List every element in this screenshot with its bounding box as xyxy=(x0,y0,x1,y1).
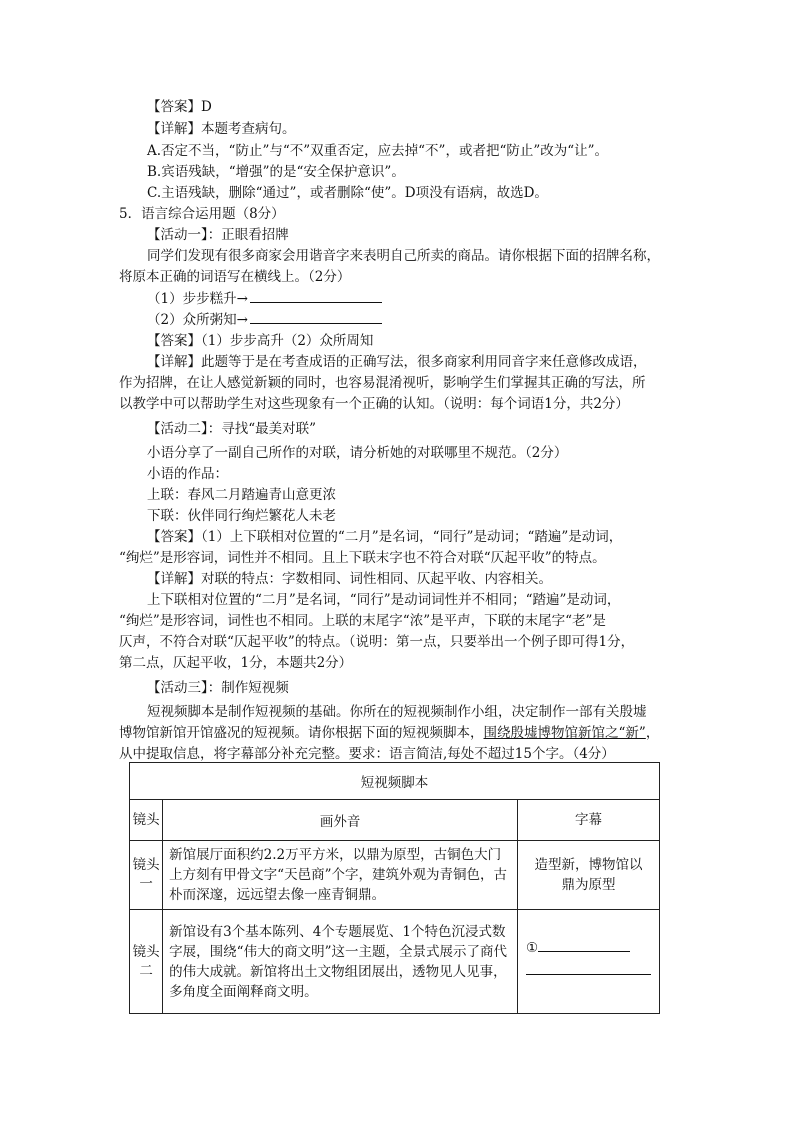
activity-2-prompt: 小语分享了一副自己所作的对联，请分析她的对联哪里不规范。（2分） xyxy=(147,445,568,461)
activity-2-answer: 【答案】（1）上下联相对位置的“二月”是名词，“同行”是动词；“踏遍”是动词， xyxy=(147,529,623,545)
row-1-subtitle: 造型新，博物馆以鼎为原型 xyxy=(518,841,660,910)
activity-1-explanation-cont-2: 以教学中可以帮助学生对这些现象有一个正确的认知。（说明：每个词语1分，共2分） xyxy=(119,396,629,412)
table-row xyxy=(130,910,660,1014)
item-2-answer-blank[interactable] xyxy=(250,311,382,324)
header-shot: 镜头 xyxy=(130,800,163,841)
lower-couplet: 下联：伙伴同行绚烂繁花人未老 xyxy=(147,508,336,524)
item-1-line xyxy=(147,290,382,308)
option-a-line: A.否定不当，“防止”与“不”双重否定，应去掉“不”，或者把“防止”改为“让”。 xyxy=(147,143,609,159)
question-5-heading: 5．语言综合运用题（8分） xyxy=(119,206,285,222)
row-2-subtitle-marker: ① xyxy=(526,940,539,956)
activity-3-heading: 【活动三】：制作短视频 xyxy=(147,680,289,696)
activity-3-requirement: 从中提取信息，将字幕部分补充完整。要求：语言简洁,每处不超过15个字。（4分） xyxy=(119,746,615,762)
item-2-line xyxy=(147,311,382,329)
activity-2-explanation-cont-3: 仄声，不符合对联“仄起平收”的特点。（说明：第一点，只要举出一个例子即可得1分， xyxy=(119,634,635,650)
answer-line: 【答案】D xyxy=(147,99,212,115)
activity-2-heading: 【活动二】：寻找“最美对联” xyxy=(147,421,317,437)
row-2-subtitle-cell xyxy=(518,910,660,1014)
option-b-line: B.宾语残缺，“增强”的是“安全保护意识”。 xyxy=(147,164,405,180)
header-voice: 画外音 xyxy=(163,800,518,841)
work-label: 小语的作品： xyxy=(147,466,228,482)
activity-2-explanation-cont-4: 第二点，仄起平收，1分，本题共2分） xyxy=(119,655,353,671)
activity-1-prompt: 同学们发现有很多商家会用谐音字来表明自己所卖的商品。请你根据下面的招牌名称， xyxy=(147,248,660,264)
activity-1-explanation-cont-1: 作为招牌，在让人感觉新颖的同时，也容易混淆视听，影响学生们掌握其正确的写法，所 xyxy=(119,375,646,391)
subtitle-answer-blank-2[interactable] xyxy=(526,960,651,975)
row-1-voice: 新馆展厅面积约2.2万平方米，以鼎为原型，古铜色大门上方刻有甲骨文字“天邑商”个字，建筑外观为青铜色，古朴而深邃，远远望去像一座青铜鼎。 xyxy=(163,841,518,910)
activity-2-answer-cont: “绚烂”是形容词，词性并不相同。且上下联末字也不符合对联“仄起平收”的特点。 xyxy=(119,550,606,566)
activity-3-prompt-cont xyxy=(119,724,659,742)
activity-2-explanation: 【详解】对联的特点：字数相同、词性相同、仄起平收、内容相关。 xyxy=(147,571,552,587)
row-2-shot: 镜头二 xyxy=(130,910,163,1014)
activity-1-explanation: 【详解】此题等于是在考查成语的正确写法，很多商家利用同音字来任意修改成语， xyxy=(147,354,647,370)
item-2-text: （2）众所粥知→ xyxy=(147,312,248,328)
activity-1-heading: 【活动一】：正眼看招牌 xyxy=(147,227,289,243)
subtitle-answer-blank-1[interactable] xyxy=(538,939,630,952)
header-subtitle: 字幕 xyxy=(518,800,660,841)
activity-3-underlined-focus: 围绕殷墟博物馆新馆之“新” xyxy=(483,725,646,741)
table-row xyxy=(130,841,660,910)
item-1-answer-blank[interactable] xyxy=(250,290,382,303)
activity-3-prompt: 短视频脚本是制作短视频的基础。你所在的短视频制作小组，决定制作一部有关殷墟 xyxy=(147,704,647,720)
row-2-voice: 新馆设有3个基本陈列、4个专题展览、1个特色沉浸式数字展，围绕“伟大的商文明”这一主题，全景式展示了商代的伟大成就。新馆将出土文物组团展出，透物见人见事，多角度全面阐释商文明。 xyxy=(163,910,518,1014)
option-c-line: C.主语残缺，删除“通过”，或者删除“使”。D项没有语病，故选D。 xyxy=(147,185,548,201)
video-script-table xyxy=(129,762,660,1014)
activity-3-comma: ， xyxy=(645,725,660,741)
table-title: 短视频脚本 xyxy=(130,763,660,800)
activity-1-answer: 【答案】（1）步步高升（2）众所周知 xyxy=(147,333,374,349)
explanation-line: 【详解】本题考查病句。 xyxy=(147,121,296,137)
activity-2-explanation-cont-2: “绚烂”是形容词，词性也不相同。上联的末尾字“浓”是平声，下联的末尾字“老”是 xyxy=(119,613,606,629)
item-1-text: （1）步步糕升→ xyxy=(147,291,248,307)
row-1-shot: 镜头一 xyxy=(130,841,163,910)
upper-couplet: 上联：春风二月踏遍青山意更浓 xyxy=(147,487,336,503)
activity-3-prompt-text: 博物馆新馆开馆盛况的短视频。请你根据下面的短视频脚本， xyxy=(119,725,484,741)
activity-2-explanation-cont-1: 上下联相对位置的“二月”是名词，“同行”是动词词性并不相同；“踏遍”是动词， xyxy=(147,592,621,608)
activity-1-prompt-cont: 将原本正确的词语写在横线上。（2分） xyxy=(119,269,351,285)
